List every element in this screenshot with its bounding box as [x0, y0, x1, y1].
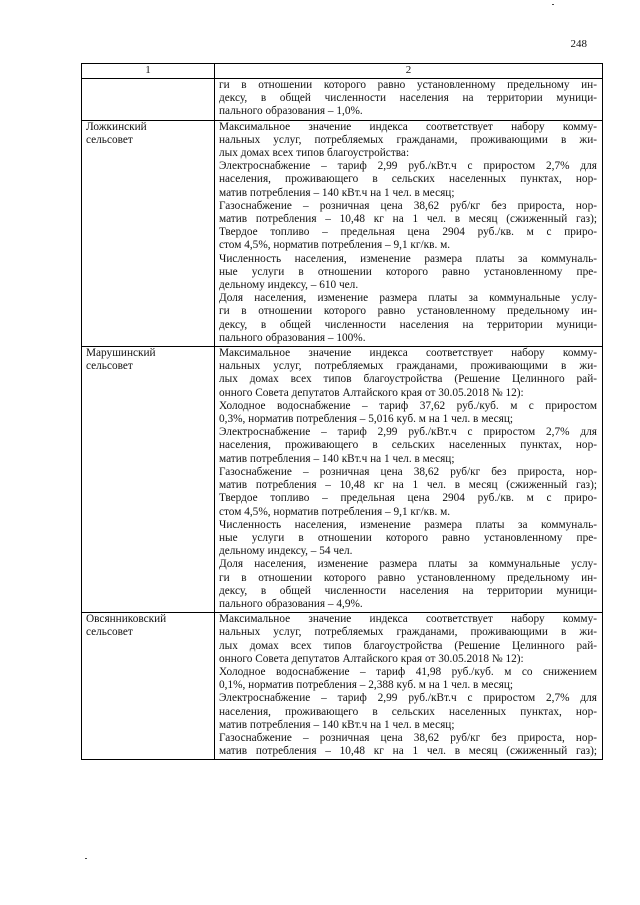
- description-line: лых домах всех типов благоустройства (Решение Целинного рай-: [219, 639, 597, 652]
- description-line: матив потребления – 10,48 кг на 1 чел. в месяц (сжиженный газ);: [219, 213, 597, 226]
- description-line: матив потребления – 140 кВт.ч на 1 чел. в месяц;: [219, 186, 455, 199]
- description-line: Холодное водоснабжение – тариф 37,62 руб./куб. м с приростом: [219, 399, 597, 412]
- description-line: Численность населения, изменение размера платы за коммуналь-: [219, 252, 597, 265]
- index-description-cell: [215, 79, 603, 121]
- table-row: [82, 79, 603, 121]
- description-line: ги в отношении которого равно установленному предельному ин-: [219, 79, 597, 91]
- description-line: Твердое топливо – предельная цена 2904 руб./кв. м с приро-: [219, 226, 597, 239]
- description-line: Максимальное значение индекса соответствует набору комму-: [219, 347, 597, 360]
- table-header-row: [82, 64, 603, 79]
- description-line: Максимальное значение индекса соответствует набору комму-: [219, 120, 597, 133]
- data-table: [81, 63, 603, 760]
- description-line: пального образования – 1,0%.: [219, 105, 363, 118]
- description-line: дельному индексу, – 610 чел.: [219, 279, 359, 292]
- column-header-1: 1: [82, 64, 215, 79]
- description-line: нальных услуг, потребляемых гражданами, проживающими в жи-: [219, 626, 597, 639]
- settlement-name-cell: [82, 613, 215, 760]
- description-line: Электроснабжение – тариф 2,99 руб./кВт.ч с приростом 2,7% для: [219, 692, 597, 705]
- settlement-name-cell: [82, 79, 215, 121]
- description-line: ные услуги в отношении которого равно установленному пре-: [219, 531, 597, 544]
- table-row: [82, 120, 603, 346]
- settlement-name-cell: [82, 120, 215, 346]
- column-header-2: 2: [215, 64, 603, 79]
- index-description-cell: [215, 347, 603, 613]
- description-line: дельному индексу, – 54 чел.: [219, 545, 353, 558]
- description-line: матив потребления – 140 кВт.ч на 1 чел. в месяц;: [219, 452, 455, 465]
- description-line: Электроснабжение – тариф 2,99 руб./кВт.ч с приростом 2,7% для: [219, 426, 597, 439]
- table-row: [82, 613, 603, 760]
- description-line: Холодное водоснабжение – тариф 41,98 руб./куб. м со снижением: [219, 665, 597, 678]
- description-line: Максимальное значение индекса соответствует набору комму-: [219, 613, 597, 626]
- description-line: матив потребления – 10,48 кг на 1 чел. в месяц (сжиженный газ);: [219, 745, 597, 758]
- scan-mark: [85, 858, 87, 859]
- scan-mark: [552, 4, 554, 5]
- description-line: матив потребления – 10,48 кг на 1 чел. в месяц (сжиженный газ);: [219, 479, 597, 492]
- description-line: онного Совета депутатов Алтайского края от 30.05.2018 № 12):: [219, 386, 524, 399]
- description-line: Электроснабжение – тариф 2,99 руб./кВт.ч с приростом 2,7% для: [219, 160, 597, 173]
- description-line: дексу, в общей численности населения на территории муници-: [219, 584, 597, 597]
- description-line: нальных услуг, потребляемых гражданами, проживающими в жи-: [219, 360, 597, 373]
- index-description-cell: [215, 613, 603, 760]
- description-line: онного Совета депутатов Алтайского края от 30.05.2018 № 12):: [219, 652, 524, 665]
- description-line: матив потребления – 140 кВт.ч на 1 чел. в месяц;: [219, 718, 455, 731]
- description-line: пального образования – 4,9%.: [219, 597, 363, 610]
- description-line: Доля населения, изменение размера платы за коммунальные услу-: [219, 558, 597, 571]
- description-line: дексу, в общей численности населения на территории муници-: [219, 318, 597, 331]
- description-line: Газоснабжение – розничная цена 38,62 руб/кг без прироста, нор-: [219, 731, 597, 744]
- description-line: Газоснабжение – розничная цена 38,62 руб/кг без прироста, нор-: [219, 199, 597, 212]
- settlement-name-line: Ложкинский: [86, 120, 147, 133]
- settlement-name-line: Овсянниковский: [86, 613, 167, 626]
- description-line: Численность населения, изменение размера платы за коммуналь-: [219, 518, 597, 531]
- description-line: пального образования – 100%.: [219, 331, 366, 344]
- page-number: 248: [570, 38, 587, 50]
- settlement-name-line: Марушинский: [86, 347, 156, 360]
- settlement-name-line: сельсовет: [86, 360, 133, 373]
- description-line: лых домах всех типов благоустройства (Решение Целинного рай-: [219, 373, 597, 386]
- description-line: 0,3%, норматив потребления – 5,016 куб. м на 1 чел. в месяц;: [219, 413, 514, 426]
- description-line: населения, проживающего в сельских населенных пунктах, нор-: [219, 173, 597, 186]
- description-line: нальных услуг, потребляемых гражданами, проживающими в жи-: [219, 133, 597, 146]
- description-line: Твердое топливо – предельная цена 2904 руб./кв. м с приро-: [219, 492, 597, 505]
- description-line: Доля населения, изменение размера платы за коммунальные услу-: [219, 292, 597, 305]
- description-line: ги в отношении которого равно установленному предельному ин-: [219, 571, 597, 584]
- index-description-cell: [215, 120, 603, 346]
- description-line: населения, проживающего в сельских населенных пунктах, нор-: [219, 439, 597, 452]
- description-line: стом 4,5%, норматив потребления – 9,1 кг/кв. м.: [219, 239, 451, 252]
- description-line: лых домах всех типов благоустройства:: [219, 147, 410, 160]
- settlement-name-cell: [82, 347, 215, 613]
- description-line: Газоснабжение – розничная цена 38,62 руб/кг без прироста, нор-: [219, 465, 597, 478]
- settlement-name-line: сельсовет: [86, 133, 133, 146]
- description-line: стом 4,5%, норматив потребления – 9,1 кг/кв. м.: [219, 505, 451, 518]
- description-line: дексу, в общей численности населения на территории муници-: [219, 92, 597, 105]
- table-row: [82, 347, 603, 613]
- description-line: населения, проживающего в сельских населенных пунктах, нор-: [219, 705, 597, 718]
- description-line: ги в отношении которого равно установленному предельному ин-: [219, 305, 597, 318]
- description-line: 0,1%, норматив потребления – 2,388 куб. м на 1 чел. в месяц;: [219, 679, 514, 692]
- description-line: ные услуги в отношении которого равно установленному пре-: [219, 265, 597, 278]
- settlement-name-line: сельсовет: [86, 626, 133, 639]
